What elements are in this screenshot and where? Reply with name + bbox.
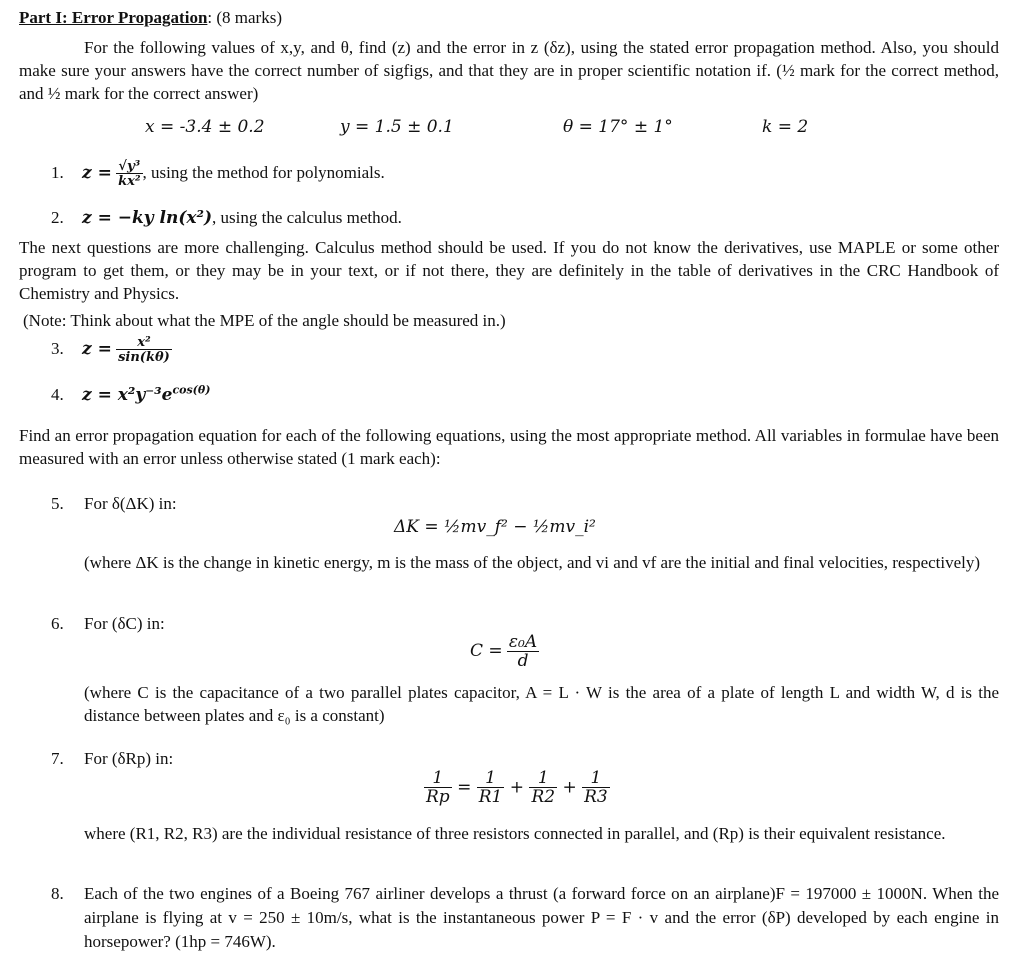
intro-paragraph: For the following values of x,y, and θ, find (z) and the error in z (δz), using the stated error propagation method. Also, you should make sure your answers have the correct number of sigfigs, and that they are in proper scientific notation if. (½ mark for the correct method, and ½ mark for the correct answer) xyxy=(19,38,999,103)
q3-fraction xyxy=(116,336,172,364)
q1-lhs: z = xyxy=(82,162,112,183)
q1-frac-denominator: kx² xyxy=(118,174,141,189)
q7-r1: R1 xyxy=(478,787,503,807)
q5-equation: ΔK = ½mv_f² − ½mv_i² xyxy=(394,517,596,537)
q7-one-r1: 1 xyxy=(485,768,496,788)
question-1 xyxy=(51,160,385,188)
q6-equation xyxy=(470,634,539,670)
q7-rp: Rp xyxy=(426,787,450,807)
section-marks: : (8 marks) xyxy=(207,8,282,27)
q1-fraction xyxy=(116,160,142,188)
q5-description: (where ΔK is the change in kinetic energy, m is the mass of the object, and vi and vf are the initial and final velocities, respectively) xyxy=(84,553,981,572)
value-theta: θ = 17° ± 1° xyxy=(563,117,673,137)
question-2 xyxy=(51,206,402,230)
q7-description: where (R1, R2, R3) are the individual resistance of three resistors connected in parallel, and (Rp) is their equivalent resistance. xyxy=(84,824,946,843)
q6-description: (where C is the capacitance of a two parallel plates capacitor, A = L · W is the area of a plate of length L and width W, d is the distance between plates and ε₀ is a constant) xyxy=(84,683,999,725)
q4-number: 4. xyxy=(51,385,64,404)
page-title xyxy=(19,6,282,29)
q3-frac-numerator: x² xyxy=(137,335,151,350)
q7-number: 7. xyxy=(51,749,64,768)
q1-number: 1. xyxy=(51,162,64,182)
q6-prompt: For (δC) in: xyxy=(84,614,165,633)
q7-frac-r1 xyxy=(477,770,505,806)
q6-number: 6. xyxy=(51,614,64,633)
q7-frac-r3 xyxy=(582,770,610,806)
q7-r2: R2 xyxy=(531,787,556,807)
q3-lhs: z = xyxy=(82,338,112,359)
note-text: (Note: Think about what the MPE of the angle should be measured in.) xyxy=(23,311,506,330)
q3-frac-denominator: sin(kθ) xyxy=(118,350,170,365)
q7-equation: $\frac{1}{Rp}$ = $\frac{1}{R1}$ + $\frac{1}{R2}$ + $\frac{1}{R3}$ xyxy=(426,768,608,807)
q6-frac-numerator: ε₀A xyxy=(508,632,538,652)
value-x: x = -3.4 ± 0.2 xyxy=(145,117,265,137)
q7-prompt: For (δRp) in: xyxy=(84,749,174,768)
q8-text: Each of the two engines of a Boeing 767 airliner develops a thrust (a forward force on an airplane)F = 197000 ± 1000N. When the airplane is flying at v = 250 ± 10m/s, what is the instantaneous power P = F · v and the error (δP) developed by each engine in horsepower? (1hp = 746W). xyxy=(84,884,999,951)
q6-lhs: C = xyxy=(470,640,503,661)
challenge-paragraph: The next questions are more challenging. Calculus method should be used. If you do not know the derivatives, use MAPLE or some other program to get them, or they may be in your text, or if not there, they are definitely in the table of derivatives in the CRC Handbook of Chemistry and Physics. xyxy=(19,238,999,303)
question-4 xyxy=(51,383,210,407)
question-3 xyxy=(51,336,172,364)
q2-formula: z = −ky ln(x²) xyxy=(82,208,213,228)
q8-number: 8. xyxy=(51,884,64,903)
q5-prompt: For δ(ΔK) in: xyxy=(84,494,177,513)
q5-number: 5. xyxy=(51,494,64,513)
q4-exponent: cos(θ) xyxy=(172,383,211,397)
q2-text: , using the calculus method. xyxy=(212,208,402,227)
q1-frac-numerator: √y³ xyxy=(118,159,141,174)
q7-r3: R3 xyxy=(584,787,608,807)
value-k: k = 2 xyxy=(762,117,809,137)
q1-text: , using the method for polynomials. xyxy=(142,162,385,182)
q2-number: 2. xyxy=(51,208,64,227)
q3-number: 3. xyxy=(51,338,64,358)
q6-frac-denominator: d xyxy=(507,651,539,670)
q7-one-rp: 1 xyxy=(432,768,444,788)
q7-frac-r2 xyxy=(529,770,557,806)
q7-frac-rp xyxy=(424,770,452,806)
q4-formula: z = x²y⁻³e xyxy=(82,385,173,405)
q6-fraction xyxy=(507,634,539,670)
q7-one-r2: 1 xyxy=(537,768,549,788)
section-title: Part I: Error Propagation xyxy=(19,8,208,27)
q7-one-r3: 1 xyxy=(590,768,602,788)
section2-paragraph: Find an error propagation equation for each of the following equations, using the most appropriate method. All variables in formulae have been measured with an error unless otherwise stated (1 mark each): xyxy=(19,426,999,468)
value-y: y = 1.5 ± 0.1 xyxy=(340,117,454,137)
